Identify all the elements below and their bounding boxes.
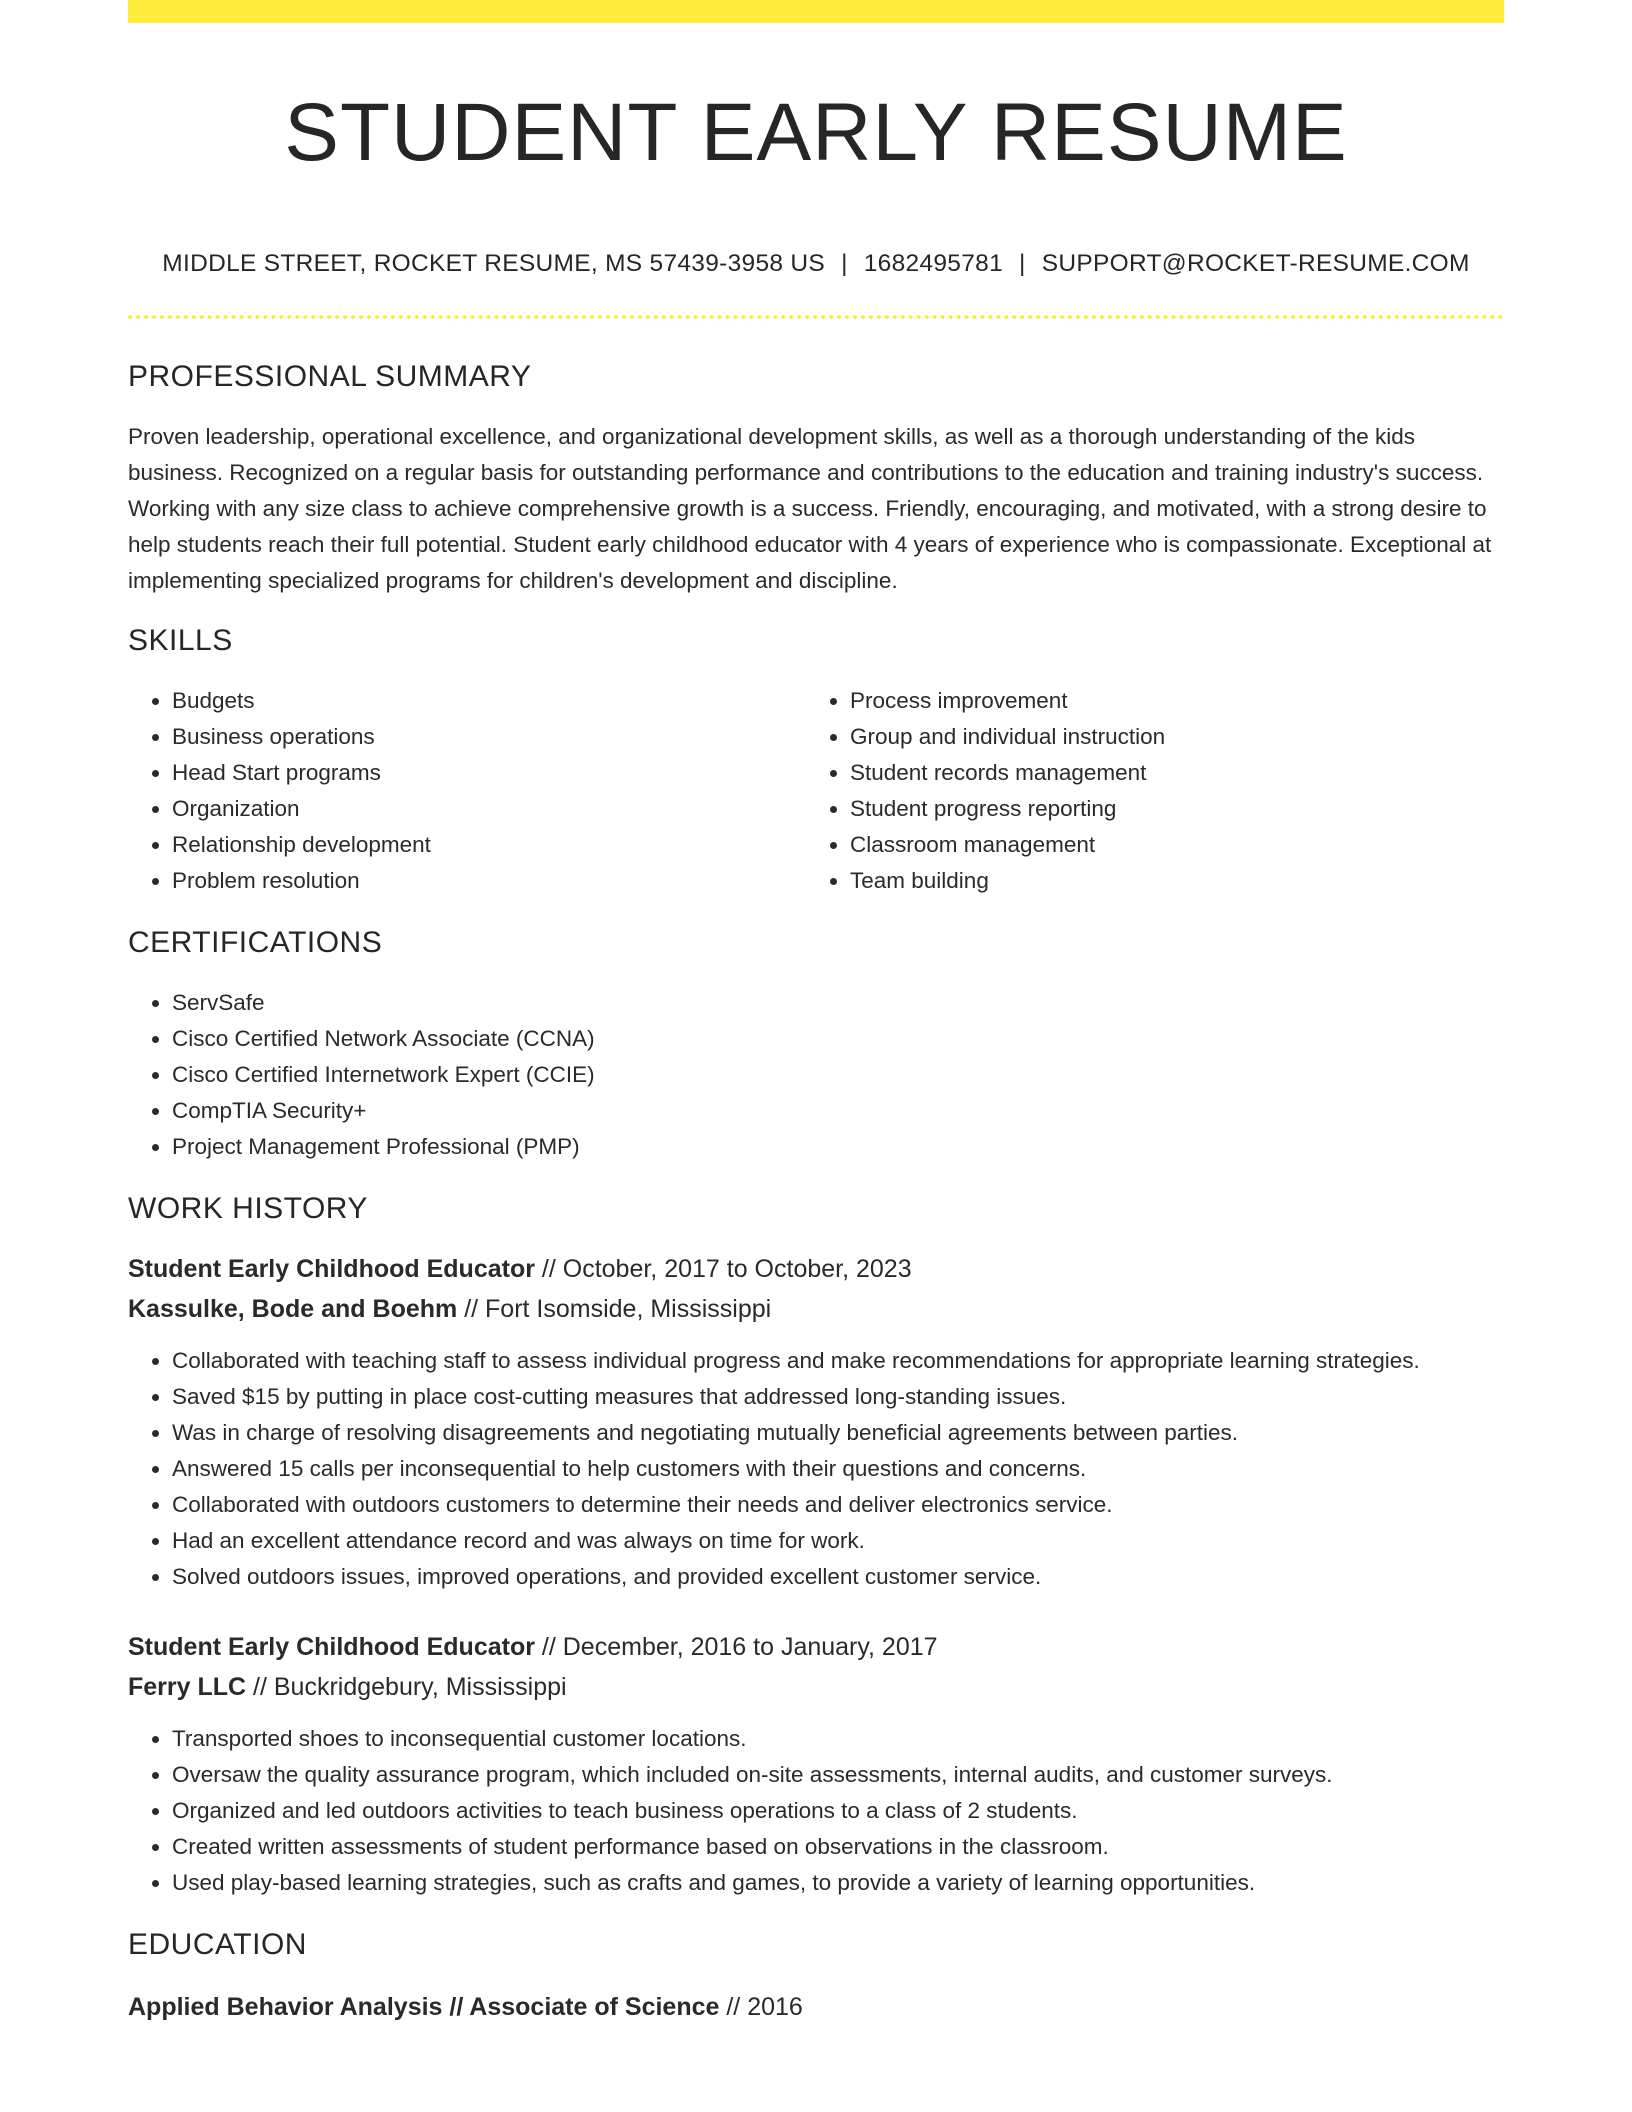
job-dates: // October, 2017 to October, 2023 [534, 1255, 912, 1283]
education-heading: EDUCATION [128, 1928, 307, 1961]
contact-separator: | [841, 250, 848, 277]
contact-address: MIDDLE STREET, ROCKET RESUME, MS 57439-3958 US [162, 250, 826, 277]
skills-heading: SKILLS [128, 624, 233, 657]
job-bullet: • Organized and led outdoors activities to teach business operations to a class of 2 students. [172, 1793, 1504, 1829]
job-bullet: • Oversaw the quality assurance program, which included on-site assessments, internal audits, and customer surveys. [172, 1757, 1504, 1793]
skills-column-left [128, 683, 806, 899]
job-bullets [128, 1721, 1504, 1901]
job-bullet: • Had an excellent attendance record and was always on time for work. [172, 1523, 1504, 1559]
job-bullet: • Collaborated with teaching staff to assess individual progress and make recommendations for appropriate learning strategies. [172, 1343, 1504, 1379]
job-location: // Buckridgebury, Mississippi [246, 1673, 567, 1701]
contact-separator: | [1019, 250, 1026, 277]
job-title-line [128, 1627, 1504, 1667]
resume-title: STUDENT EARLY RESUME [284, 87, 1348, 178]
job-bullet: • Solved outdoors issues, improved operations, and provided excellent customer service. [172, 1559, 1504, 1595]
skill-item: • Head Start programs [172, 755, 806, 791]
contact-email: SUPPORT@ROCKET-RESUME.COM [1041, 250, 1470, 277]
contact-line [128, 249, 1504, 279]
certification-item: • Project Management Professional (PMP) [172, 1129, 1504, 1165]
job-bullet: • Created written assessments of student performance based on observations in the classroom. [172, 1829, 1504, 1865]
summary-text: Proven leadership, operational excellence, and organizational development skills, as well as a thorough understanding of the kids business. Recognized on a regular basis for outstanding performance and contributions to the education and training industry's success. Working with any size class to achieve comprehensive growth is a success. Friendly, encouraging, and motivated, with a strong desire to help students reach their full potential. Student early childhood educator with 4 years of experience who is compassionate. Exceptional at implementing specialized programs for children's development and discipline. [128, 424, 1492, 593]
summary-heading: PROFESSIONAL SUMMARY [128, 360, 532, 393]
education-year: // 2016 [719, 1993, 803, 2021]
certification-item: • ServSafe [172, 985, 1504, 1021]
resume-page [128, 0, 1504, 2027]
skills-list-right [806, 683, 1484, 899]
education-degree: Applied Behavior Analysis // Associate of Science [128, 1993, 720, 2021]
skill-item: • Budgets [172, 683, 806, 719]
job-dates: // December, 2016 to January, 2017 [534, 1633, 938, 1661]
skills-columns [128, 683, 1504, 899]
job-bullets [128, 1343, 1504, 1595]
certifications-heading: CERTIFICATIONS [128, 926, 383, 959]
certifications-list [128, 985, 1504, 1165]
work-history-heading: WORK HISTORY [128, 1192, 368, 1225]
job-bullet: • Saved $15 by putting in place cost-cutting measures that addressed long-standing issues. [172, 1379, 1504, 1415]
certification-item: • Cisco Certified Network Associate (CCNA) [172, 1021, 1504, 1057]
skill-item: • Group and individual instruction [850, 719, 1484, 755]
job-title: Student Early Childhood Educator [128, 1633, 535, 1661]
certification-item: • Cisco Certified Internetwork Expert (CCIE) [172, 1057, 1504, 1093]
skill-item: • Student records management [850, 755, 1484, 791]
contact-phone: 1682495781 [863, 250, 1004, 277]
job-bullet: • Was in charge of resolving disagreements and negotiating mutually beneficial agreements between parties. [172, 1415, 1504, 1451]
job-company-line [128, 1289, 1504, 1329]
skills-column-right [806, 683, 1484, 899]
accent-top-bar [128, 0, 1504, 23]
education-entry [128, 1987, 1504, 2027]
skill-item: • Problem resolution [172, 863, 806, 899]
skills-list-left [128, 683, 806, 899]
skill-item: • Process improvement [850, 683, 1484, 719]
job-location: // Fort Isomside, Mississippi [457, 1295, 772, 1323]
certification-item: • CompTIA Security+ [172, 1093, 1504, 1129]
job-entry [128, 1249, 1504, 1595]
skill-item: • Team building [850, 863, 1484, 899]
job-bullet: • Answered 15 calls per inconsequential to help customers with their questions and concerns. [172, 1451, 1504, 1487]
job-title-line [128, 1249, 1504, 1289]
job-company: Kassulke, Bode and Boehm [128, 1295, 458, 1323]
job-title: Student Early Childhood Educator [128, 1255, 535, 1283]
job-company: Ferry LLC [128, 1673, 247, 1701]
skill-item: • Classroom management [850, 827, 1484, 863]
skill-item: • Student progress reporting [850, 791, 1484, 827]
job-bullet: • Transported shoes to inconsequential customer locations. [172, 1721, 1504, 1757]
job-company-line [128, 1667, 1504, 1707]
job-bullet: • Collaborated with outdoors customers to determine their needs and deliver electronics service. [172, 1487, 1504, 1523]
dotted-divider [128, 315, 1504, 319]
skill-item: • Relationship development [172, 827, 806, 863]
skill-item: • Business operations [172, 719, 806, 755]
job-entry [128, 1627, 1504, 1901]
skill-item: • Organization [172, 791, 806, 827]
job-bullet: • Used play-based learning strategies, such as crafts and games, to provide a variety of learning opportunities. [172, 1865, 1504, 1901]
